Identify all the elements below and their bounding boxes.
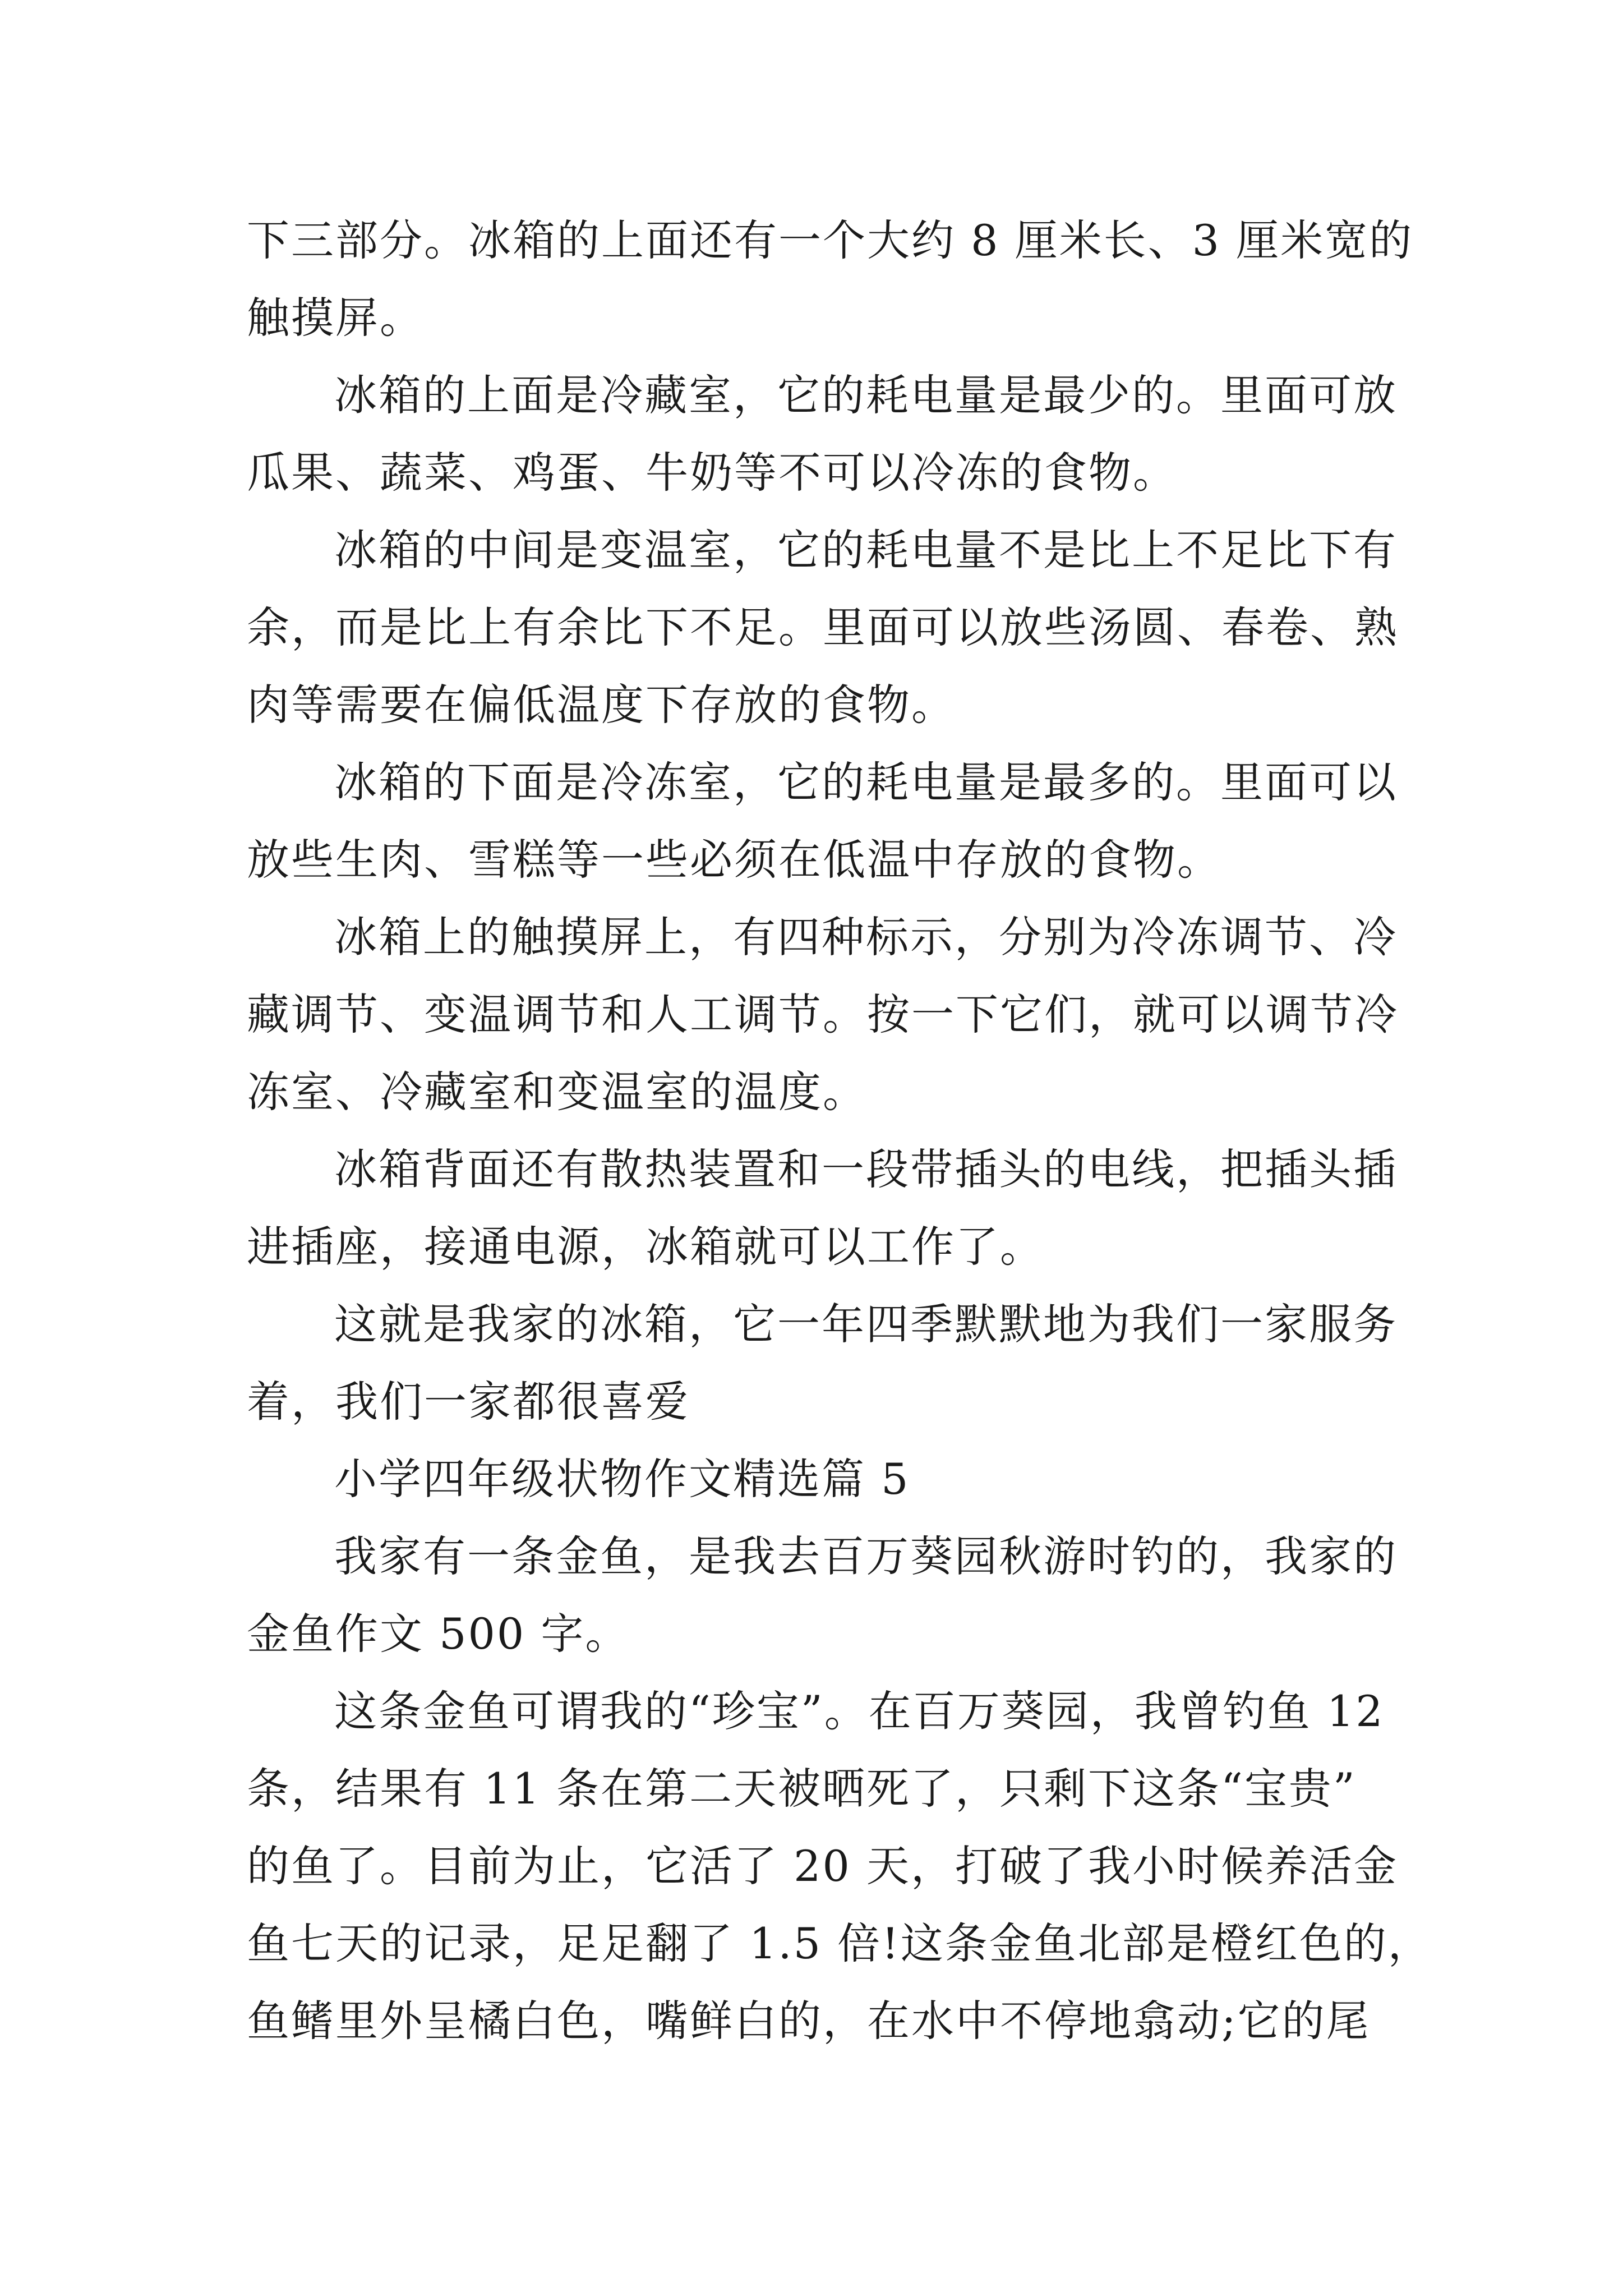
text-line: 肉等需要在偏低温度下存放的食物。 <box>247 680 956 730</box>
text-line: 瓜果、蔬菜、鸡蛋、牛奶等不可以冷冻的食物。 <box>247 448 1177 498</box>
text-line: 鱼鳍里外呈橘白色，嘴鲜白的，在水中不停地翕动;它的尾 <box>247 1996 1371 2046</box>
paragraph-start-line: 冰箱上的触摸屏上，有四种标示，分别为冷冻调节、冷 <box>334 912 1398 962</box>
section-heading: 小学四年级状物作文精选篇 5 <box>334 1454 910 1504</box>
text-line: 着，我们一家都很喜爱 <box>247 1377 690 1427</box>
text-line: 放些生肉、雪糕等一些必须在低温中存放的食物。 <box>247 835 1221 885</box>
paragraph-start-line: 我家有一条金鱼，是我去百万葵园秋游时钓的，我家的 <box>334 1531 1398 1581</box>
text-line: 进插座，接通电源，冰箱就可以工作了。 <box>247 1222 1044 1272</box>
paragraph-start-line: 这就是我家的冰箱，它一年四季默默地为我们一家服务 <box>334 1299 1398 1349</box>
text-line: 冻室、冷藏室和变温室的温度。 <box>247 1067 867 1117</box>
paragraph-start-line: 冰箱的上面是冷藏室，它的耗电量是最少的。里面可放 <box>334 370 1398 420</box>
text-line: 金鱼作文 500 字。 <box>247 1609 630 1659</box>
text-line: 触摸屏。 <box>247 293 424 343</box>
text-line: 条，结果有 11 条在第二天被晒死了，只剩下这条“宝贵” <box>247 1764 1357 1814</box>
text-line: 余，而是比上有余比下不足。里面可以放些汤圆、春卷、熟 <box>247 602 1399 652</box>
paragraph-start-line: 冰箱背面还有散热装置和一段带插头的电线，把插头插 <box>334 1144 1398 1194</box>
paragraph-start-line: 冰箱的中间是变温室，它的耗电量不是比上不足比下有 <box>334 525 1398 575</box>
text-line: 的鱼了。目前为止，它活了 20 天，打破了我小时候养活金 <box>247 1841 1399 1891</box>
document-body <box>247 202 1432 2060</box>
paragraph-start-line: 这条金鱼可谓我的“珍宝”。在百万葵园，我曾钓鱼 12 <box>334 1686 1385 1736</box>
text-line: 下三部分。冰箱的上面还有一个大约 8 厘米长、3 厘米宽的 <box>247 215 1414 265</box>
paragraph-start-line: 冰箱的下面是冷冻室，它的耗电量是最多的。里面可以 <box>334 757 1398 807</box>
text-line: 藏调节、变温调节和人工调节。按一下它们，就可以调节冷 <box>247 990 1399 1039</box>
text-line: 鱼七天的记录，足足翻了 1.5 倍!这条金鱼北部是橙红色的， <box>247 1918 1432 1968</box>
